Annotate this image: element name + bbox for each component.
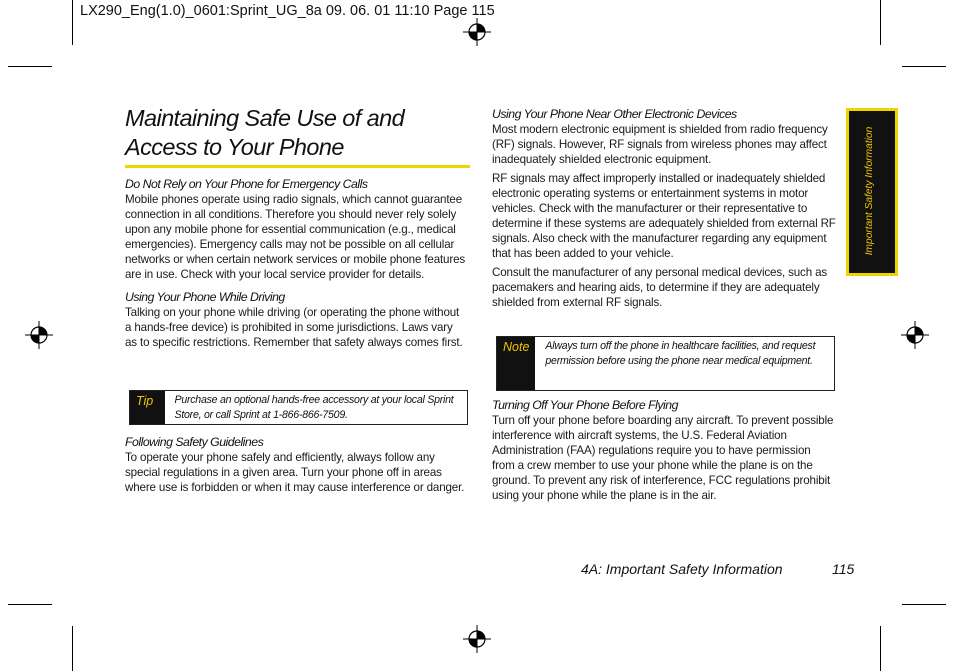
- section-paragraph: Talking on your phone while driving (or operating the phone without a hands-free device) is prohibited in some jurisdictions. Laws vary as to specific restrictions. Remember that safety always comes first.: [125, 306, 463, 349]
- section-heading: Turning Off Your Phone Before Flying: [492, 398, 678, 412]
- page-number: 115: [832, 561, 855, 577]
- note-label: Note: [497, 337, 535, 390]
- title-line-1: Maintaining Safe Use of and: [125, 105, 405, 131]
- registration-mark-icon: [25, 321, 53, 349]
- title-underline: [125, 165, 470, 168]
- crop-mark: [902, 66, 946, 67]
- section-paragraph: Most modern electronic equipment is shielded from radio frequency (RF) signals. However, RF signals from wireless phones may affect inadequately shielded electronic equipment.: [492, 123, 828, 166]
- tip-label: Tip: [130, 391, 165, 424]
- crop-mark: [8, 604, 52, 605]
- crop-mark: [72, 0, 73, 45]
- print-header: LX290_Eng(1.0)_0601:Sprint_UG_8a 09. 06. 01 11:10 Page 115: [80, 3, 495, 19]
- registration-mark-icon: [463, 625, 491, 653]
- section-paragraph: To operate your phone safely and efficiently, always follow any special regulations in a given area. Turn your phone off in areas where use is forbidden or when it may cause interference or danger.: [125, 451, 465, 494]
- registration-mark-icon: [463, 18, 491, 46]
- crop-mark: [880, 626, 881, 671]
- section-paragraph: Turn off your phone before boarding any aircraft. To prevent possible interference with aircraft systems, the U.S. Federal Aviation Administration (FAA) regulations require you to have permission from a crew member to use your phone while the plane is on the ground. To prevent any risk of interference, FCC regulations prohibit using your phone while the plane is in the air.: [492, 414, 834, 502]
- left-column-guidelines: [125, 435, 467, 499]
- section-paragraph: Consult the manufacturer of any personal medical devices, such as pacemakers and hearing aids, to determine if they are adequately shielded from external RF signals.: [492, 266, 828, 309]
- tip-callout: [129, 390, 468, 425]
- page-title: [125, 104, 470, 162]
- note-text: Always turn off the phone in healthcare facilities, and request permission before using the phone near medical equipment.: [545, 340, 816, 367]
- section-emergency-calls: [125, 177, 467, 282]
- section-heading: Do Not Rely on Your Phone for Emergency Calls: [125, 177, 368, 191]
- tip-text: Purchase an optional hands-free accessory at your local Sprint Store, or call Sprint at 1-866-866-7509.: [174, 394, 454, 421]
- section-heading: Using Your Phone While Driving: [125, 290, 285, 304]
- crop-mark: [72, 626, 73, 671]
- title-line-2: Access to Your Phone: [125, 134, 344, 160]
- left-column: [125, 177, 467, 358]
- side-tab-label: Important Safety Information: [864, 126, 875, 256]
- side-tab: [846, 108, 898, 276]
- registration-mark-icon: [901, 321, 929, 349]
- section-heading: Following Safety Guidelines: [125, 435, 264, 449]
- note-callout: [496, 336, 835, 391]
- right-column-aircraft: [492, 398, 834, 507]
- side-tab-inner: [849, 111, 895, 273]
- footer-section-title: 4A: Important Safety Information: [581, 561, 783, 577]
- section-heading: Using Your Phone Near Other Electronic Devices: [492, 107, 737, 121]
- crop-mark: [880, 0, 881, 45]
- crop-mark: [902, 604, 946, 605]
- section-driving: [125, 290, 467, 350]
- section-paragraph: Mobile phones operate using radio signals, which cannot guarantee connection in all conditions. Therefore you should never rely solely upon any mobile phone for essential communication (e.g., medical emergencies). Emergency calls may not be possible on all cellular networks or when certain network services or mobile phone features are in use. Check with your local service provider for details.: [125, 193, 466, 281]
- crop-mark: [8, 66, 52, 67]
- section-paragraph: RF signals may affect improperly installed or inadequately shielded electronic operating systems or entertainment systems in motor vehicles. Check with the manufacturer or their representative to determine if these systems are adequately shielded from external RF signals. Also check with the manufacturer regarding any equipment that has been added to your vehicle.: [492, 172, 836, 260]
- right-column: [492, 107, 838, 314]
